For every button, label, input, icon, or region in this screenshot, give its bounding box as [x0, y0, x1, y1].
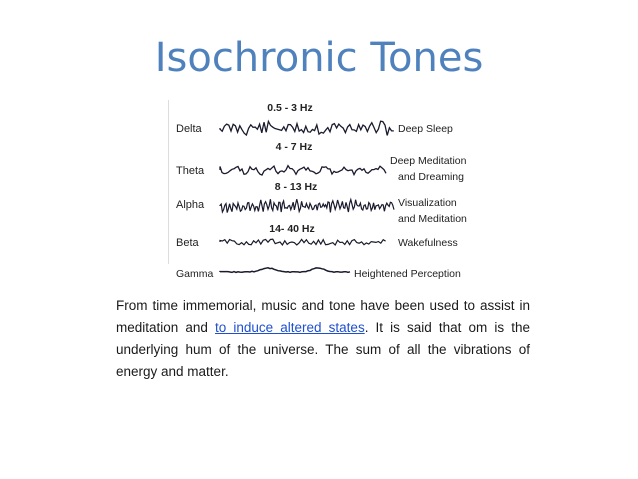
- band-label: Gamma: [176, 268, 214, 280]
- wave-beta: [220, 239, 386, 245]
- brainwave-diagram: [168, 94, 484, 286]
- wave-theta: [220, 166, 386, 175]
- wave-alpha: [220, 199, 394, 212]
- caption-text-before: From time immemorial, music and tone have been used to assist in meditation and: [116, 298, 530, 335]
- band-label: Beta: [176, 237, 199, 249]
- band-label: Delta: [176, 123, 202, 135]
- altered-states-link[interactable]: to induce altered states: [215, 320, 365, 335]
- wave-delta: [220, 121, 394, 135]
- band-label: Theta: [176, 165, 205, 177]
- band-state: and Dreaming: [398, 171, 464, 183]
- caption-text-after: . It is said that om is the underlying hum of the universe. The sum of all the vibrations of energy and matter.: [116, 320, 531, 379]
- band-frequency: 14- 40 Hz: [269, 223, 315, 235]
- band-state: Visualization: [398, 197, 457, 209]
- band-frequency: 0.5 - 3 Hz: [267, 102, 313, 114]
- band-state: Wakefulness: [398, 237, 458, 249]
- band-label: Alpha: [176, 199, 205, 211]
- caption-text: [116, 295, 530, 383]
- band-state: Heightened Perception: [354, 268, 461, 280]
- band-state: Deep Sleep: [398, 123, 453, 135]
- band-frequency: 8 - 13 Hz: [274, 181, 318, 193]
- wave-gamma: [220, 268, 350, 273]
- slide-title: Isochronic Tones: [154, 35, 484, 81]
- band-state: Deep Meditation: [390, 155, 467, 167]
- band-state: and Meditation: [398, 213, 467, 225]
- band-frequency: 4 - 7 Hz: [275, 141, 313, 153]
